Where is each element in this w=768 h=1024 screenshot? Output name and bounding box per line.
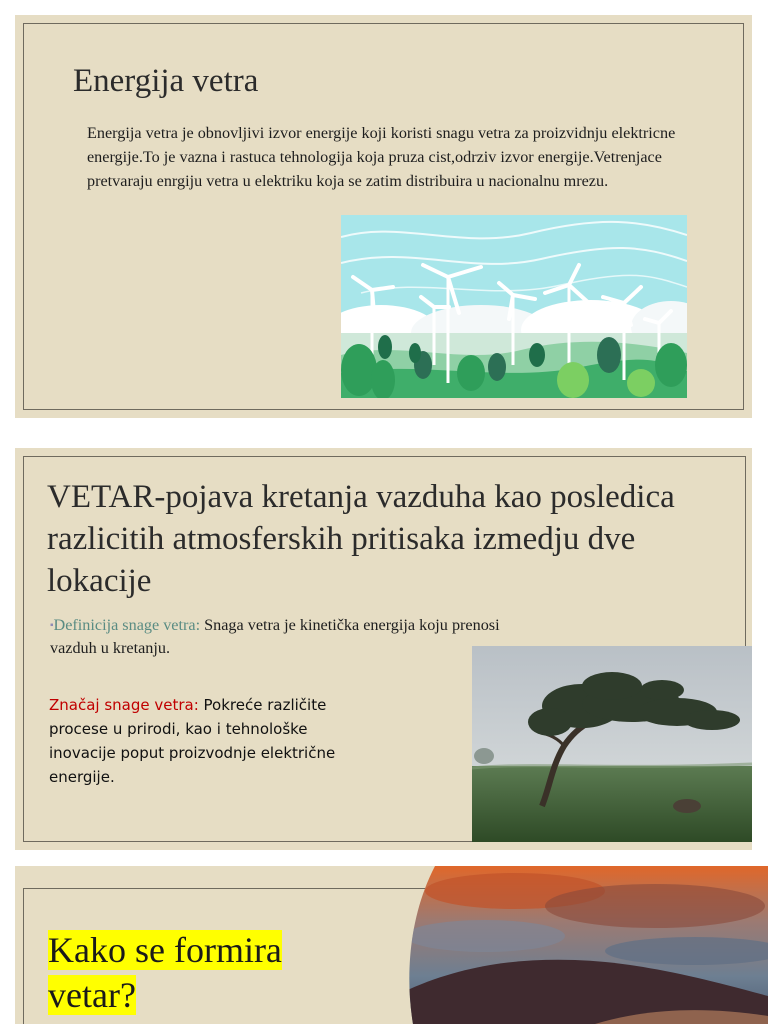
definition-text: Snaga vetra je kinetička energija koju prenosi vazduh u kretanju.: [50, 616, 500, 657]
windswept-tree-photo: [472, 646, 752, 842]
definition-paragraph: [50, 614, 500, 660]
slide-energija-vetra: [15, 15, 752, 418]
slide-title: Energija vetra: [73, 63, 259, 99]
importance-text: Pokreće različite procese u prirodi, kao i tehnološke inovacije poput proizvodnje električne energije.: [49, 696, 336, 786]
slide-title: [48, 928, 282, 1018]
importance-label: Značaj snage vetra:: [49, 696, 199, 714]
wind-turbines-illustration: [341, 215, 687, 398]
slide-title: VETAR-pojava kretanja vazduha kao posledica razlicitih atmosferskih pritisaka izmedju dve lokacije: [47, 479, 675, 599]
slide-vetar-definicija: [15, 448, 752, 850]
slide-kako-se-formira-vetar: [15, 866, 768, 1024]
definition-label: Definicija snage vetra:: [53, 616, 201, 634]
bullet-marker: ▪: [50, 620, 54, 631]
title-line-2: vetar?: [48, 975, 136, 1015]
sunset-hill-photo: [395, 866, 768, 1024]
slide-body-text: Energija vetra je obnovljivi izvor energije koji koristi snagu vetra za proizvidnju elektricne energije.To je vazna i rastuca tehnologija koja pruza cist,odrziv izvor energije.Vetrenjace pretvaraju enrgiju vetra u elektriku koja se zatim distribuira u nacionalnu mrezu.: [87, 124, 676, 190]
importance-paragraph: [49, 693, 339, 789]
title-line-1: Kako se formira: [48, 930, 282, 970]
